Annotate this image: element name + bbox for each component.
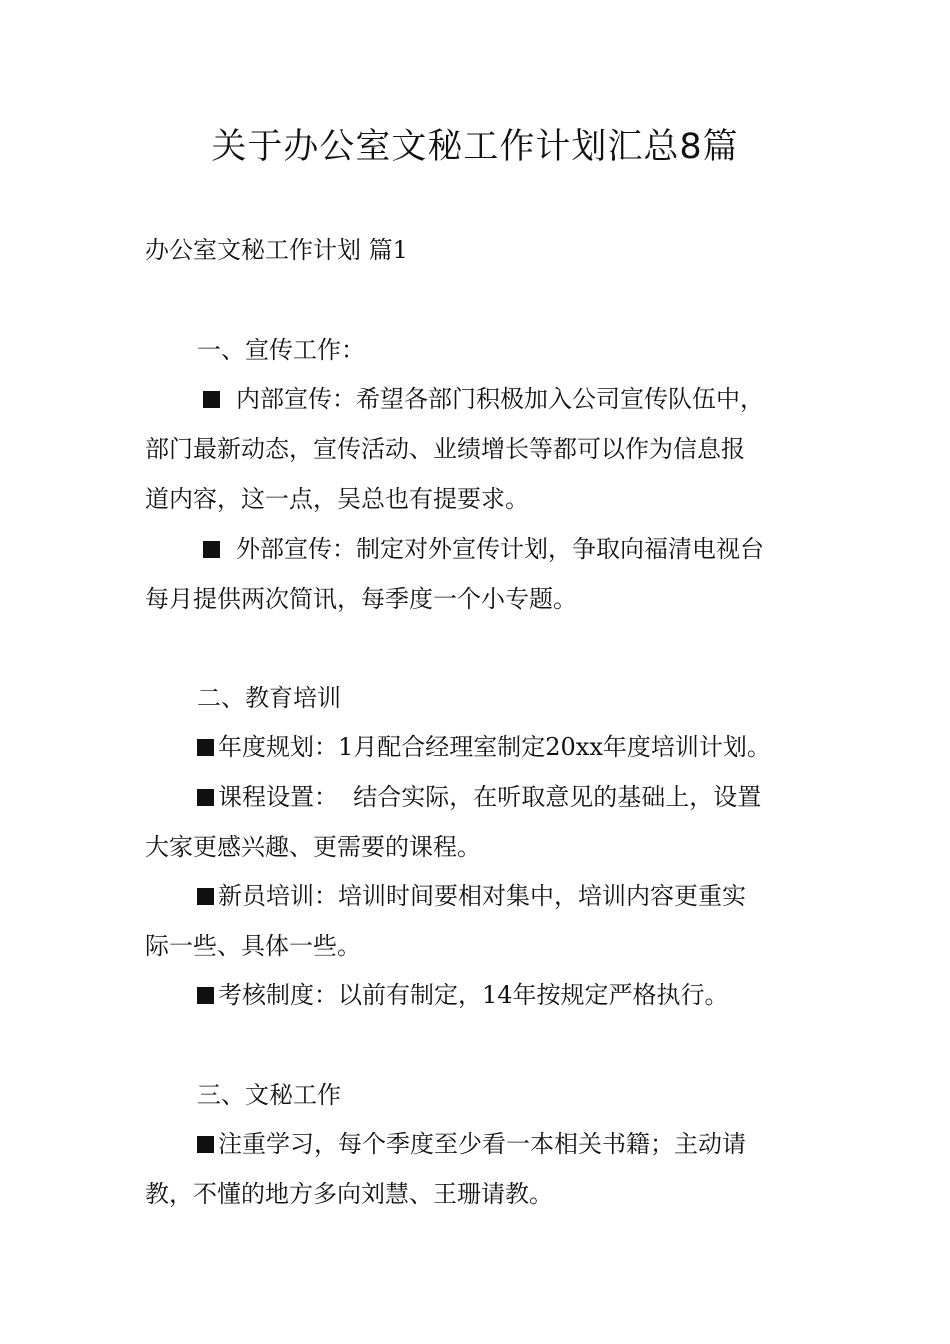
item-text: 注重学习，每个季度至少看一本相关书籍；主动请 — [218, 1130, 746, 1158]
section-heading-secretarial: 三、文秘工作 — [197, 1081, 341, 1109]
list-item — [145, 970, 825, 1020]
list-item — [145, 722, 825, 772]
item-text: 道内容，这一点，吴总也有提要求。 — [145, 485, 529, 513]
section-heading-training: 二、教育培训 — [197, 684, 341, 712]
item-text: 大家更感兴趣、更需要的课程。 — [145, 833, 481, 861]
item-text: 外部宣传：制定对外宣传计划，争取向福清电视台 — [236, 535, 764, 563]
item-text: 年度规划：1月配合经理室制定20xx年度培训计划。 — [218, 733, 771, 761]
item-text: 新员培训：培训时间要相对集中，培训内容更重实 — [218, 882, 746, 910]
item-text: 课程设置： 结合实际，在听取意见的基础上，设置 — [218, 783, 762, 811]
document-title: 关于办公室文秘工作计划汇总8篇 — [211, 127, 739, 167]
item-text: 考核制度：以前有制定，14年按规定严格执行。 — [218, 981, 729, 1009]
square-bullet-icon — [203, 391, 220, 408]
list-item — [145, 1119, 825, 1219]
section-heading-publicity: 一、宣传工作： — [197, 336, 365, 364]
square-bullet-icon — [203, 541, 220, 558]
list-item — [145, 524, 825, 624]
item-text: 教，不懂的地方多向刘慧、王珊请教。 — [145, 1180, 553, 1208]
square-bullet-icon — [197, 888, 214, 905]
square-bullet-icon — [197, 987, 214, 1004]
list-item — [145, 374, 825, 524]
item-text: 内部宣传：希望各部门积极加入公司宣传队伍中， — [236, 385, 764, 413]
square-bullet-icon — [197, 739, 214, 756]
list-item — [145, 871, 825, 971]
list-item — [145, 772, 825, 872]
item-text: 部门最新动态，宣传活动、业绩增长等都可以作为信息报 — [145, 435, 745, 463]
item-text: 际一些、具体一些。 — [145, 932, 361, 960]
document-subtitle: 办公室文秘工作计划 篇1 — [145, 236, 408, 264]
square-bullet-icon — [197, 1136, 214, 1153]
square-bullet-icon — [197, 789, 214, 806]
item-text: 每月提供两次简讯，每季度一个小专题。 — [145, 585, 577, 613]
